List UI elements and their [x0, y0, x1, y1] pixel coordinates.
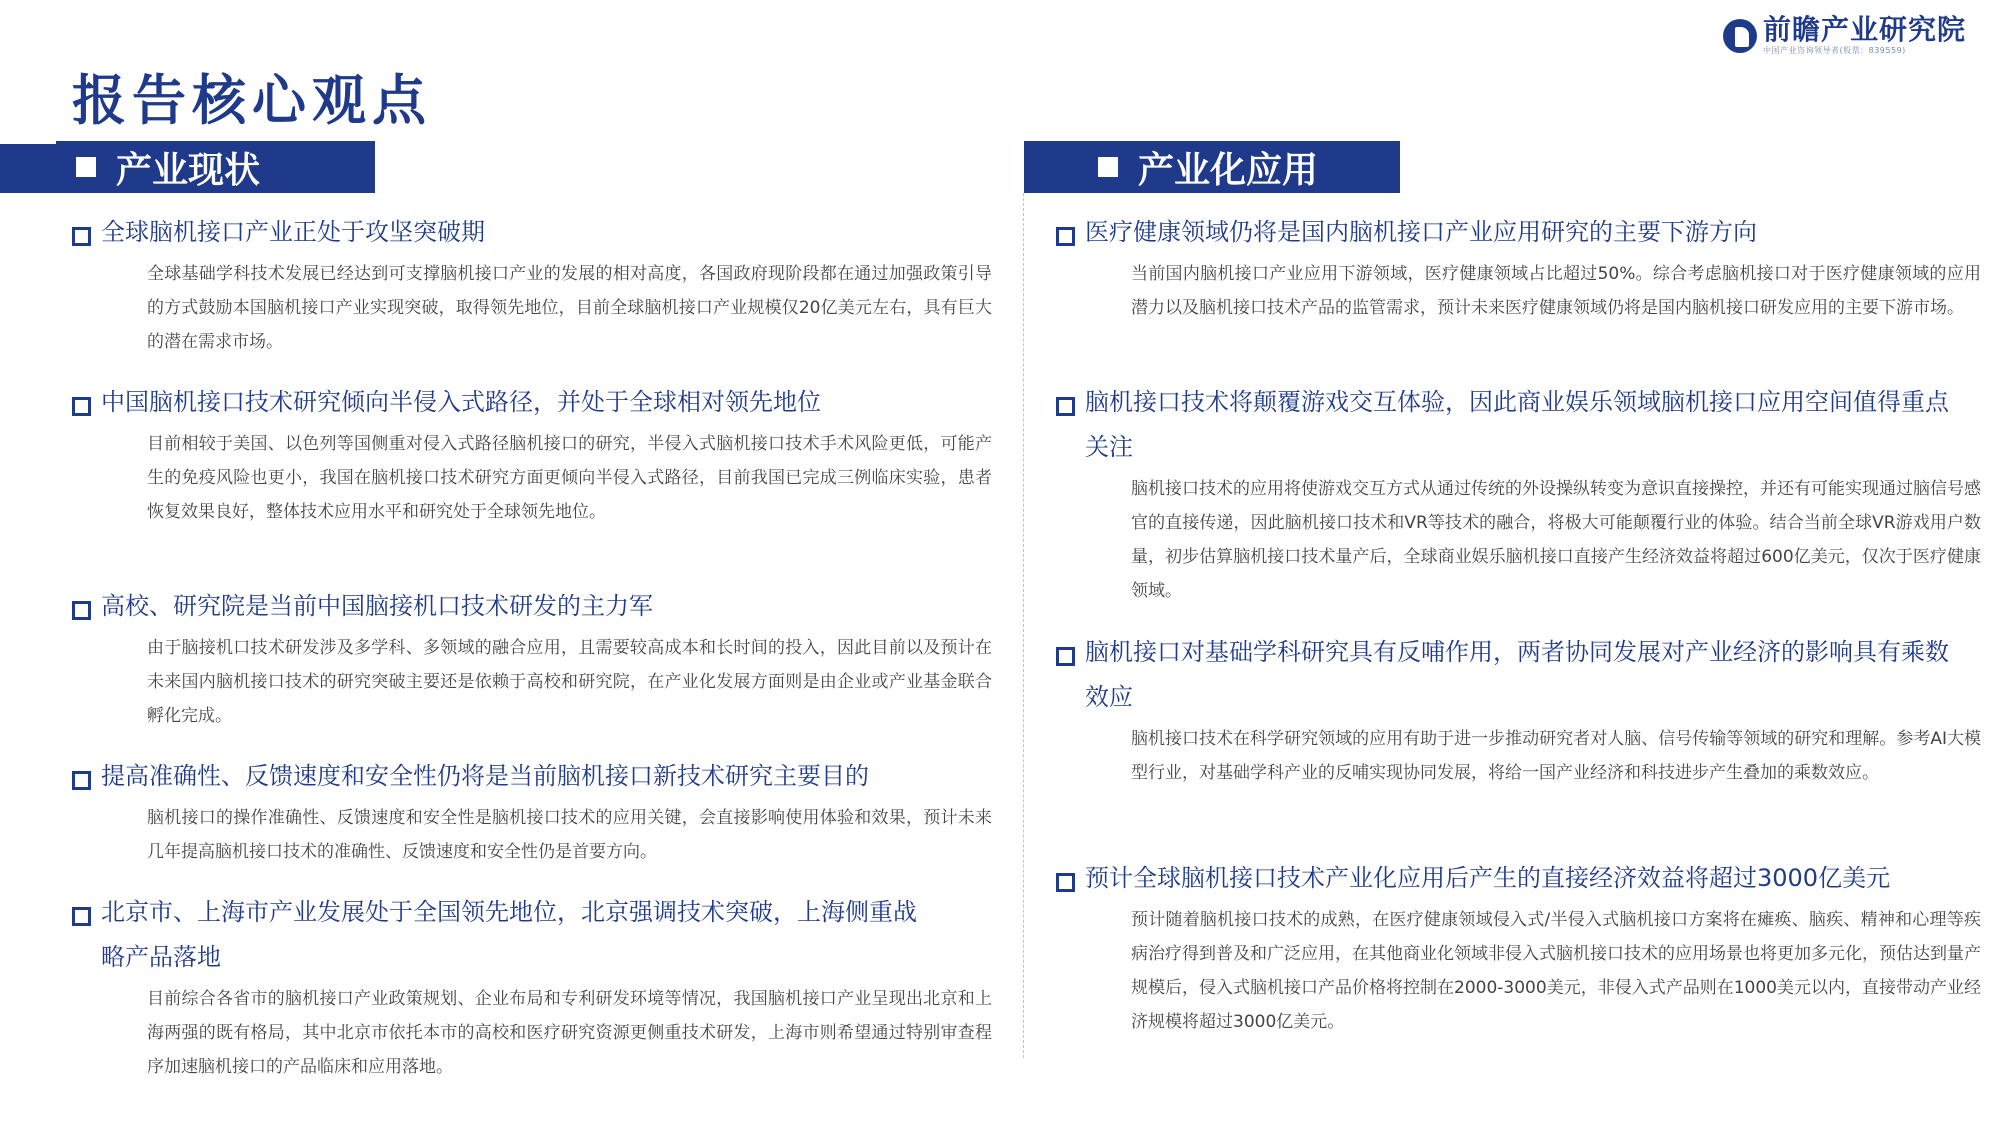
point-body: 全球基础学科技术发展已经达到可支撑脑机接口产业的发展的相对高度，各国政府现阶段都在通过加强政策引导的方式鼓励本国脑机接口产业实现突破，取得领先地位，目前全球脑机接口产业规模仅20亿美元左右，具有巨大的潜在需求市场。 — [147, 264, 992, 352]
point-body: 预计随着脑机接口技术的成熟，在医疗健康领域侵入式/半侵入式脑机接口方案将在瘫痪、脑疾、精神和心理等疾病治疗得到普及和广泛应用，在其他商业化领域非侵入式脑机接口技术的应用场景也将更加多元化，预估达到量产规模后，侵入式脑机接口产品价格将控制在2000-3000美元，非侵入式产品则在1000美元以内，直接带动产业经济规模将超过3000亿美元。 — [1131, 910, 1981, 1032]
checkbox-bullet-icon — [1056, 647, 1075, 666]
logo-icon — [1723, 19, 1757, 53]
checkbox-bullet-icon — [72, 907, 91, 926]
square-icon — [1098, 157, 1118, 177]
logo-subtitle: 中国产业咨询领导者(股票：839559) — [1762, 46, 1906, 55]
section-header-right — [1024, 141, 1400, 193]
point-body: 目前相较于美国、以色列等国侧重对侵入式路径脑机接口的研究，半侵入式脑机接口技术手术风险更低，可能产生的免疫风险也更小，我国在脑机接口技术研究方面更倾向半侵入式路径，目前我国已完成三例临床实验，患者恢复效果良好，整体技术应用水平和研究处于全球领先地位。 — [147, 434, 992, 522]
checkbox-bullet-icon — [72, 397, 91, 416]
checkbox-bullet-icon — [72, 227, 91, 246]
key-point — [1056, 864, 1981, 1039]
checkbox-bullet-icon — [72, 771, 91, 790]
point-body: 当前国内脑机接口产业应用下游领域，医疗健康领域占比超过50%。综合考虑脑机接口对于医疗健康领域的应用潜力以及脑机接口技术产品的监管需求，预计未来医疗健康领域仍将是国内脑机接口研发应用的主要下游市场。 — [1131, 264, 1981, 318]
logo — [1723, 13, 1966, 55]
section-header-left — [0, 141, 375, 193]
column-divider — [1023, 193, 1024, 1058]
point-heading: 脑机接口对基础学科研究具有反哺作用，两者协同发展对产业经济的影响具有乘数效应 — [1085, 638, 1949, 711]
divider — [0, 141, 56, 144]
key-point — [1056, 388, 1981, 608]
key-point — [1056, 218, 1981, 325]
point-heading: 中国脑机接口技术研究倾向半侵入式路径，并处于全球相对领先地位 — [101, 388, 821, 416]
point-heading: 预计全球脑机接口技术产业化应用后产生的直接经济效益将超过3000亿美元 — [1085, 864, 1891, 892]
point-body: 脑机接口技术的应用将使游戏交互方式从通过传统的外设操纵转变为意识直接操控，并还有可能实现通过脑信号感官的直接传递，因此脑机接口技术和VR等技术的融合，将极大可能颠覆行业的体验。结合当前全球VR游戏用户数量，初步估算脑机接口技术量产后，全球商业娱乐脑机接口直接产生经济效益将超过600亿美元，仅次于医疗健康领域。 — [1131, 479, 1981, 601]
point-heading: 高校、研究院是当前中国脑接机口技术研发的主力军 — [101, 592, 653, 620]
point-heading: 全球脑机接口产业正处于攻坚突破期 — [101, 218, 485, 246]
point-heading: 脑机接口技术将颠覆游戏交互体验，因此商业娱乐领域脑机接口应用空间值得重点关注 — [1085, 388, 1949, 461]
key-point — [72, 898, 992, 1084]
checkbox-bullet-icon — [1056, 873, 1075, 892]
section-title-left: 产业现状 — [116, 149, 261, 191]
point-body: 脑机接口的操作准确性、反馈速度和安全性是脑机接口技术的应用关键，会直接影响使用体验和效果，预计未来几年提高脑机接口技术的准确性、反馈速度和安全性仍是首要方向。 — [147, 808, 992, 862]
key-point — [72, 762, 992, 869]
logo-name: 前瞻产业研究院 — [1762, 13, 1966, 46]
page-title: 报告核心观点 — [72, 69, 432, 132]
square-icon — [76, 157, 96, 177]
key-point — [72, 592, 992, 733]
point-heading: 提高准确性、反馈速度和安全性仍将是当前脑机接口新技术研究主要目的 — [101, 762, 869, 790]
key-point — [72, 388, 992, 529]
checkbox-bullet-icon — [1056, 227, 1075, 246]
point-heading: 医疗健康领域仍将是国内脑机接口产业应用研究的主要下游方向 — [1085, 218, 1757, 246]
checkbox-bullet-icon — [72, 601, 91, 620]
key-point — [1056, 638, 1981, 790]
point-body: 目前综合各省市的脑机接口产业政策规划、企业布局和专利研发环境等情况，我国脑机接口产业呈现出北京和上海两强的既有格局，其中北京市依托本市的高校和医疗研究资源更侧重技术研发，上海市则希望通过特别审查程序加速脑机接口的产品临床和应用落地。 — [147, 989, 992, 1077]
point-body: 脑机接口技术在科学研究领域的应用有助于进一步推动研究者对人脑、信号传输等领域的研究和理解。参考AI大模型行业，对基础学科产业的反哺实现协同发展，将给一国产业经济和科技进步产生叠加的乘数效应。 — [1131, 729, 1981, 783]
point-heading: 北京市、上海市产业发展处于全国领先地位，北京强调技术突破，上海侧重战略产品落地 — [101, 898, 917, 971]
key-point — [72, 218, 992, 359]
section-title-right: 产业化应用 — [1138, 149, 1319, 191]
checkbox-bullet-icon — [1056, 397, 1075, 416]
point-body: 由于脑接机口技术研发涉及多学科、多领域的融合应用，且需要较高成本和长时间的投入，因此目前以及预计在未来国内脑机接口技术的研究突破主要还是依赖于高校和研究院，在产业化发展方面则是由企业或产业基金联合孵化完成。 — [147, 638, 992, 726]
